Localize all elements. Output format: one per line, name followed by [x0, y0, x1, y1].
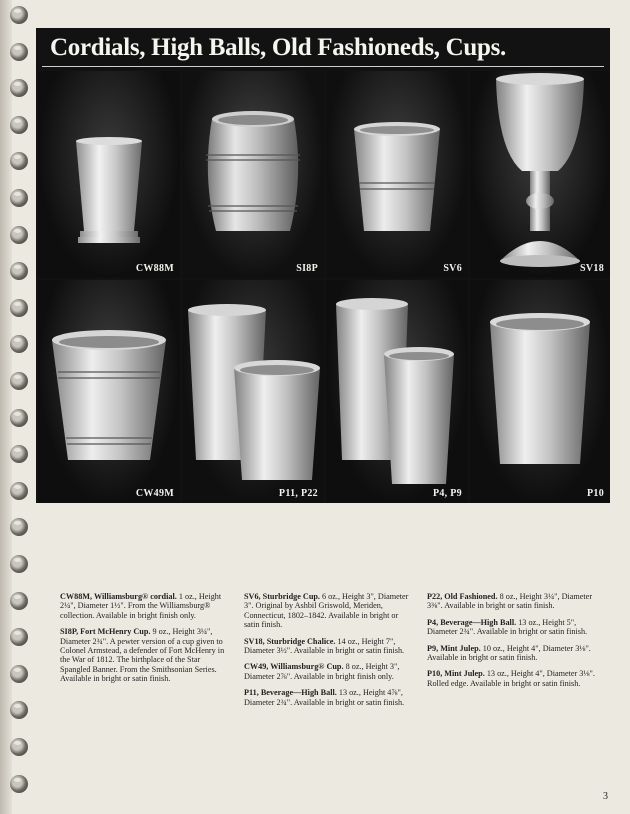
product-code: P4, P9	[432, 488, 462, 499]
binding-hole	[8, 516, 30, 540]
product-description	[60, 627, 228, 683]
product-description	[427, 618, 597, 637]
sturbridge-cup-image	[326, 71, 468, 278]
product-name: P11, Beverage—High Ball.	[244, 688, 337, 698]
binding-hole	[8, 4, 30, 28]
binding-hole	[8, 407, 30, 431]
binding-hole	[8, 114, 30, 138]
photo-p4-p9	[326, 280, 468, 503]
binding-hole	[8, 443, 30, 467]
photo-p11-p22	[182, 280, 324, 503]
product-name: P10, Mint Julep.	[427, 669, 485, 679]
product-code: CW88M	[135, 263, 174, 274]
product-details: 8 oz., Height 3", Diameter 2⅞". Available in bright finish only.	[244, 662, 400, 681]
photo-si8p	[182, 71, 324, 278]
product-description	[244, 637, 414, 656]
product-name: P22, Old Fashioned.	[427, 592, 498, 601]
product-description	[60, 592, 228, 620]
product-details: 14 oz., Height 7", Diameter 3½". Available in bright or satin finish.	[244, 636, 405, 656]
mint-julep-rolled-edge-image	[470, 280, 610, 503]
product-code: SV18	[580, 263, 604, 274]
binding-hole	[8, 150, 30, 174]
binding-hole	[8, 699, 30, 723]
binding-hole	[8, 41, 30, 65]
photo-sv18	[470, 71, 610, 278]
photo-sv6	[326, 71, 468, 278]
product-description	[427, 592, 597, 611]
product-description	[427, 669, 597, 688]
product-name: P9, Mint Julep.	[427, 643, 481, 653]
high-ball-old-fashioned-image	[182, 280, 324, 503]
page-number: 3	[603, 791, 608, 802]
binding-hole	[8, 187, 30, 211]
title-bar	[36, 28, 610, 68]
binding-hole	[8, 480, 30, 504]
product-details: 6 oz., Height 3", Diameter 3". Original by Ashbil Griswold, Meriden, Connecticut, 1802–1842. Available in bright or satin finish.	[244, 592, 409, 630]
binding-hole	[8, 333, 30, 357]
product-name: SV6, Sturbridge Cup.	[244, 592, 320, 601]
binding-hole	[8, 553, 30, 577]
title-rule	[42, 66, 604, 67]
product-details: 13 oz., Height 5", Diameter 2¾". Available in bright or satin finish.	[427, 617, 588, 637]
high-ball-mint-julep-image	[326, 280, 468, 503]
product-details: 13 oz., Height 4", Diameter 3⅛". Rolled edge. Available in bright or satin finish.	[427, 669, 595, 688]
product-name: SI8P, Fort McHenry Cup.	[60, 627, 151, 637]
binding-hole	[8, 773, 30, 797]
fort-mchenry-cup-image	[182, 71, 324, 278]
binding-hole	[8, 736, 30, 760]
product-description	[244, 592, 414, 630]
williamsburg-cup-image	[38, 280, 180, 503]
product-details: 8 oz., Height 3¼", Diameter 3⅜". Available in bright or satin finish.	[427, 592, 593, 611]
product-code: P10	[586, 488, 604, 499]
product-details: 13 oz., Height 4⅞", Diameter 2¾". Available in bright or satin finish.	[244, 688, 405, 707]
binding-hole	[8, 663, 30, 687]
cordial-cup-image	[38, 71, 180, 278]
product-details: 10 oz., Height 4", Diameter 3⅛". Available in bright or satin finish.	[427, 643, 591, 663]
description-column-2	[244, 592, 414, 714]
photo-grid	[36, 71, 610, 503]
product-code: P11, P22	[278, 488, 318, 499]
sturbridge-chalice-image	[470, 71, 610, 278]
photo-block	[36, 28, 610, 503]
description-column-1	[60, 592, 228, 691]
page-title: Cordials, High Balls, Old Fashioneds, Cups.	[50, 34, 506, 61]
binding-hole	[8, 224, 30, 248]
binding-hole	[8, 370, 30, 394]
product-description	[244, 662, 414, 681]
binding-hole	[8, 626, 30, 650]
product-code: SI8P	[296, 263, 318, 274]
product-code: CW49M	[135, 488, 174, 499]
product-name: SV18, Sturbridge Chalice.	[244, 636, 336, 646]
binding-hole	[8, 77, 30, 101]
product-details: 1 oz., Height 2¼", Diameter 1½". From the Williamsburg® collection. Available in bright finish only.	[60, 592, 222, 620]
spiral-binding	[8, 0, 34, 814]
product-name: CW49, Williamsburg® Cup.	[244, 662, 344, 672]
product-description	[427, 644, 597, 663]
product-code: SV6	[443, 263, 462, 274]
product-description	[244, 688, 414, 707]
photo-cw88m	[38, 71, 180, 278]
photo-p10	[470, 280, 610, 503]
product-name: P4, Beverage—High Ball.	[427, 617, 517, 627]
description-column-3	[427, 592, 597, 695]
binding-hole	[8, 297, 30, 321]
binding-hole	[8, 590, 30, 614]
binding-hole	[8, 260, 30, 284]
photo-cw49m	[38, 280, 180, 503]
product-name: CW88M, Williamsburg® cordial.	[60, 592, 177, 601]
product-details: 9 oz., Height 3¼", Diameter 2¾". A pewter version of a cup given to Colonel Armstead, a defender of Fort McHenry in the War of 1812. The birthplace of the Star Spangled Banner. From the Smithsonian Series. Available in bright or satin finish.	[60, 627, 225, 684]
